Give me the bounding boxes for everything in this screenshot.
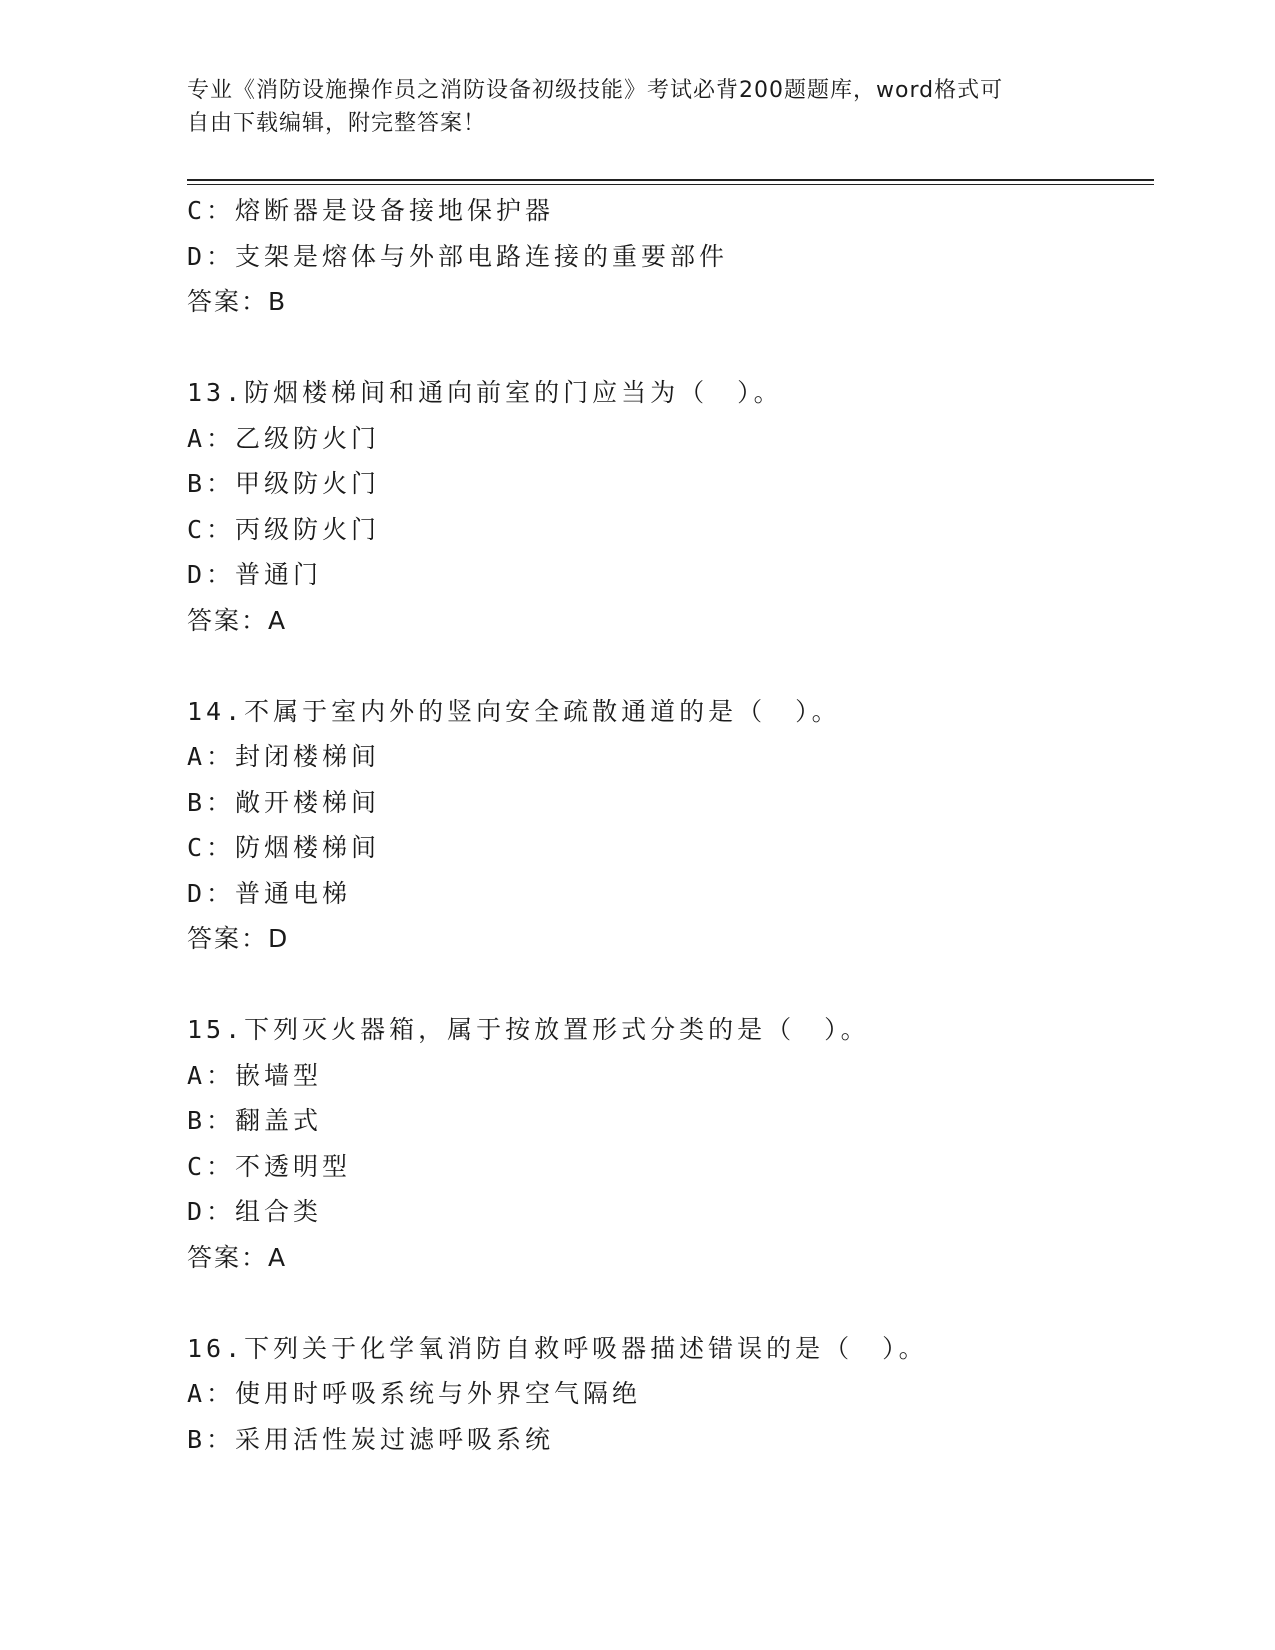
- question-15-option-d: D：组合类: [187, 1197, 323, 1226]
- question-16-stem: 16.下列关于化学氧消防自救呼吸器描述错误的是（ ）。: [187, 1333, 928, 1363]
- question-15-stem: 15.下列灭火器箱，属于按放置形式分类的是（ ）。: [187, 1015, 870, 1044]
- question-14-option-c: C：防烟楼梯间: [187, 833, 381, 862]
- question-content: [187, 188, 1147, 1462]
- question-14-answer: 答案：D: [187, 924, 290, 953]
- question-13-stem: 13.防烟楼梯间和通向前室的门应当为（ ）。: [187, 378, 783, 407]
- question-16-option-b: B：采用活性炭过滤呼吸系统: [187, 1424, 555, 1454]
- question-15-option-c: C：不透明型: [187, 1151, 352, 1181]
- question-13-option-d: D：普通门: [187, 560, 323, 589]
- spacer: [187, 1280, 1147, 1326]
- question-14-stem: 14.不属于室内外的竖向安全疏散通道的是（ ）。: [187, 696, 841, 726]
- question-14-option-b: B：敞开楼梯间: [187, 787, 381, 817]
- document-header: [187, 74, 1067, 140]
- question-13-option-c: C：丙级防火门: [187, 514, 381, 544]
- question-16-option-a: A：使用时呼吸系统与外界空气隔绝: [187, 1379, 642, 1408]
- question-13-answer: 答案：A: [187, 605, 288, 635]
- question-14-option-d: D：普通电梯: [187, 878, 352, 908]
- header-rule-thin: [187, 184, 1154, 185]
- question-15-answer: 答案：A: [187, 1242, 288, 1272]
- prev-option-d: D：支架是熔体与外部电路连接的重要部件: [187, 241, 729, 271]
- header-line-1: 专业《消防设施操作员之消防设备初级技能》考试必背200题题库，word格式可: [187, 78, 1004, 103]
- spacer: [187, 325, 1147, 371]
- spacer: [187, 962, 1147, 1008]
- prev-answer: 答案：B: [187, 287, 288, 316]
- spacer: [187, 643, 1147, 689]
- prev-option-c: C：熔断器是设备接地保护器: [187, 196, 555, 225]
- header-rule-thick: [187, 179, 1154, 181]
- header-line-2: 自由下载编辑，附完整答案！: [187, 111, 487, 136]
- question-13-option-a: A：乙级防火门: [187, 423, 381, 453]
- question-15-option-a: A：嵌墙型: [187, 1060, 323, 1090]
- question-15-option-b: B：翻盖式: [187, 1106, 323, 1135]
- question-14-option-a: A：封闭楼梯间: [187, 742, 381, 771]
- question-13-option-b: B：甲级防火门: [187, 469, 381, 498]
